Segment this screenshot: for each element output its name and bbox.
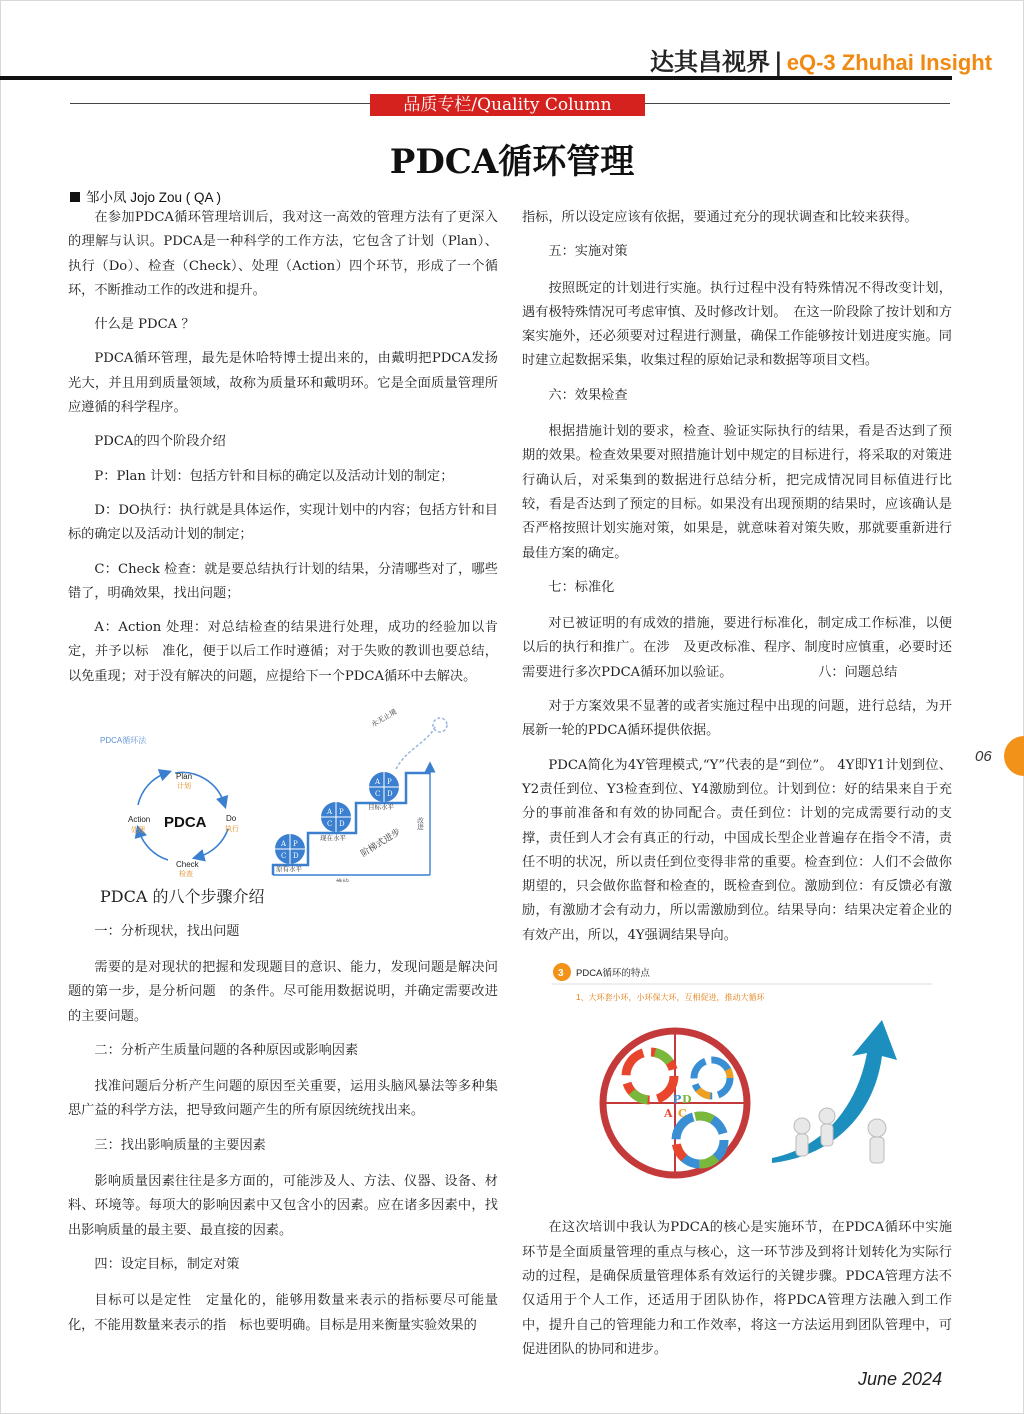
- feature-subtitle: 1、大环套小环，小环保大环，互相促进，推动大循环: [576, 993, 765, 1003]
- do-cn-label: 执行: [225, 825, 239, 834]
- paragraph: PDCA循环管理，最先是休哈特博士提出来的，由戴明把PDCA发扬光大，并且用到质量领域，故称为质量环和戴明环。它是全面质量管理所应遵循的科学程序。: [68, 351, 498, 416]
- wheel-label: D: [387, 790, 393, 799]
- quad-label-d: D: [682, 1093, 692, 1107]
- step-heading: 七：标准化: [548, 579, 615, 595]
- quad-label-p: P: [673, 1093, 682, 1107]
- author: 邹小凤 Jojo Zou ( QA ): [86, 190, 222, 205]
- wheel-label: P: [387, 778, 392, 787]
- byline-square-icon: [70, 192, 80, 202]
- wheel-label: P: [339, 808, 344, 817]
- pdca-caption: PDCA循环法: [100, 736, 147, 746]
- original-level-label: 原有水平: [276, 865, 302, 874]
- brand-cn: 达其昌视界: [650, 47, 770, 76]
- pdca-center-label: PDCA: [164, 814, 207, 832]
- quad-label-c: C: [678, 1107, 687, 1121]
- step-heading: 六：效果检查: [548, 387, 628, 403]
- forever-label: 永无止境: [370, 707, 399, 729]
- pdca-features-figure: [522, 958, 952, 1202]
- check-cn-label: 检查: [179, 870, 193, 879]
- section-heading: PDCA的四个阶段介绍: [94, 434, 226, 450]
- feature-title: PDCA循环的特点: [576, 968, 650, 980]
- paragraph: 需要的是对现状的把握和发现题目的意识、能力，发现问题是解决问题的第一步，是分析问题 的条件。尽可能用数据说明，并确定需要改进的主要问题。: [68, 959, 498, 1024]
- section-heading: PDCA 的八个步骤介绍: [100, 887, 265, 907]
- brand-en: eQ-3 Zhuhai Insight: [786, 50, 993, 75]
- big-cycle-illustration: [603, 1031, 747, 1175]
- step-heading: 三：找出影响质量的主要因素: [94, 1137, 266, 1153]
- pdca-diagram-svg: [68, 707, 498, 882]
- check-label: Check: [176, 860, 199, 870]
- plan-label: Plan: [176, 772, 193, 782]
- cycle-wheel-2: [321, 802, 351, 832]
- pdca-diagram: [68, 707, 498, 891]
- paragraph: 指标，所以设定应该有依据，要通过充分的现状调查和比较来获得。: [522, 210, 918, 225]
- header-rule: [0, 76, 952, 80]
- section-heading: 什么是 PDCA ？: [94, 317, 195, 333]
- paragraph: 按照既定的计划进行实施。执行过程中没有特殊情况不得改变计划，遇有极特殊情况可考虑审慎、及时修改计划。 在这一阶段除了按计划和方案实施外，还必须要对过程进行测量，确保工作能够按计划进度实施。同时建立起数据采集，收集过程的原始记录和数据等项目文档。: [522, 280, 952, 369]
- wheel-label: C: [281, 852, 287, 861]
- paragraph: 对于方案效果不显著的或者实施过程中出现的问题，进行总结，为开展新一轮的PDCA循环提供依据。: [522, 699, 952, 739]
- feature-badge: 3: [558, 968, 564, 980]
- paragraph: P：Plan 计划：包括方针和目标的确定以及活动计划的制定；: [94, 468, 454, 484]
- paragraph: 找准问题后分析产生问题的原因至关重要，运用头脑风暴法等多种集思广益的科学方法，把导致问题产生的所有原因统统找出来。: [68, 1079, 498, 1119]
- ladder-progress-label: 阶梯式进步: [359, 827, 403, 860]
- paragraph: 根据措施计划的要求，检查、验证实际执行的结果，看是否达到了预期的效果。检查效果要对照措施计划中规定的目标进行，将采取的对策进行确认后，对采集到的数据进行总结分析，把完成情况同目标值进行比较，看是否达到了预定的目标。如果没有出现预期的结果时，应该确认是否严格按照计划实施对策，如果是，就意味着对策失败，那就要重新进行最佳方案的确定。: [522, 424, 952, 561]
- wheel-label: D: [293, 852, 299, 861]
- action-label: Action: [128, 815, 151, 825]
- masthead: [650, 42, 992, 77]
- page-number: 06: [975, 748, 992, 765]
- paragraph: C：Check 检查：就是要总结执行计划的结果，分清哪些对了，哪些错了，明确效果，找出问题；: [68, 561, 498, 601]
- wheel-label: P: [293, 840, 298, 849]
- action-cn-label: 处理: [131, 826, 145, 835]
- page-tab-marker: [1004, 736, 1024, 776]
- step-heading: 五：实施对策: [548, 244, 628, 260]
- growth-arrow-figures: [772, 1020, 897, 1163]
- paragraph: PDCA简化为4Y管理模式,“Y”代表的是“到位”。 4Y即Y1计划到位、Y2责任到位、Y3检查到位、Y4激励到位。计划到位：好的结果来自于充分的事前准备和有效的协同配合。责任到位：计划的完成需要行动的支撑，责任到人才会有真正的行动，中国成长型企业普遍存在指令不清，责任不明的状况，所以责任到位变得非常的重要。检查到位：人们不会做你期望的，只会做你监督和检查的，既检查到位。激励到位：有反馈必有激励，有激励才会有动力，所以需激励到位。结果导向：结果决定着企业的有效产出，所以，4Y强调结果导向。: [522, 757, 952, 943]
- article-title: PDCA循环管理: [389, 142, 635, 182]
- paragraph: 目标可以是定性 定量化的，能够用数量来表示的指标要尽可能量化，不能用数量来表示的指 标也要明确。目标是用来衡量实验效果的: [68, 1293, 498, 1333]
- paragraph: 在这次培训中我认为PDCA的核心是实施环节，在PDCA循环中实施环节是全面质量管理的重点与核心，这一环节涉及到将计划转化为实际行动的过程，是确保质量管理体系有效运行的关键步骤。PDCA管理方法不仅适用于个人工作，还适用于团队协作，将PDCA管理方法融入到工作中，提升自己的管理能力和工作效率，将这一方法运用到团队管理中，可促进团队的协同和进步。: [522, 1220, 952, 1357]
- current-level-label: 现在水平: [320, 834, 346, 843]
- step-heading: 二：分析产生质量问题的各种原因或影响因素: [94, 1042, 359, 1058]
- step-heading: 一：分析现状，找出问题: [94, 923, 240, 939]
- left-column: [68, 206, 498, 1348]
- cycle-wheel-3: [369, 772, 399, 802]
- cycle-wheel-1: [275, 834, 305, 864]
- improve-label: 改进: [416, 817, 424, 831]
- paragraph: 对已被证明的有成效的措施，要进行标准化，制定成工作标准，以便以后的执行和推广。在涉 及更改标准、程序、制度时应慎重，必要时还需要进行多次PDCA循环加以验证。 八：问题总结: [522, 616, 952, 680]
- wheel-label: C: [327, 820, 333, 829]
- step-heading: 四：设定目标，制定对策: [94, 1256, 240, 1272]
- quad-label-a: A: [664, 1107, 673, 1121]
- paragraph: 影响质量因素往往是多方面的，可能涉及人、方法、仪器、设备、材料、环境等。每项大的影响因素中又包含小的因素。应在诸多因素中，找出影响质量的最主要、最直接的因素。: [68, 1174, 498, 1238]
- do-label: Do: [226, 814, 237, 824]
- byline: [70, 186, 221, 206]
- wheel-label: A: [375, 778, 381, 787]
- pdca-features-svg: [522, 958, 952, 1193]
- wheel-label: C: [375, 790, 381, 799]
- wheel-label: A: [327, 808, 333, 817]
- wheel-label: D: [339, 820, 345, 829]
- column-banner: 品质专栏/Quality Column: [370, 94, 645, 116]
- brand-separator: |: [774, 47, 783, 76]
- wheel-label: A: [281, 840, 287, 849]
- paragraph: D：DO执行：执行就是具体运作，实现计划中的内容；包括方针和目标的确定以及活动计划的制定；: [68, 502, 498, 543]
- issue-date: June 2024: [858, 1369, 943, 1389]
- plan-cn-label: 计划: [177, 782, 191, 791]
- paragraph: 在参加PDCA循环管理培训后，我对这一高效的管理方法有了更深入的理解与认识。PDCA是一种科学的工作方法，它包含了计划（Plan）、执行（Do）、检查（Check）、处理（Action）四个环节，形成了一个循环，不断推动工作的改进和提升。: [68, 210, 498, 298]
- target-level-label: 目标水平: [368, 803, 394, 812]
- maintain-label: 维持: [336, 878, 349, 883]
- right-column: [522, 206, 952, 1372]
- paragraph: A：Action 处理：对总结检查的结果进行处理，成功的经验加以肯定，并予以标 准化，便于以后工作时遵循；对于失败的教训也要总结，以免重现；对于没有解决的问题，应提给下一个PDCA循环中去解决。: [68, 620, 498, 684]
